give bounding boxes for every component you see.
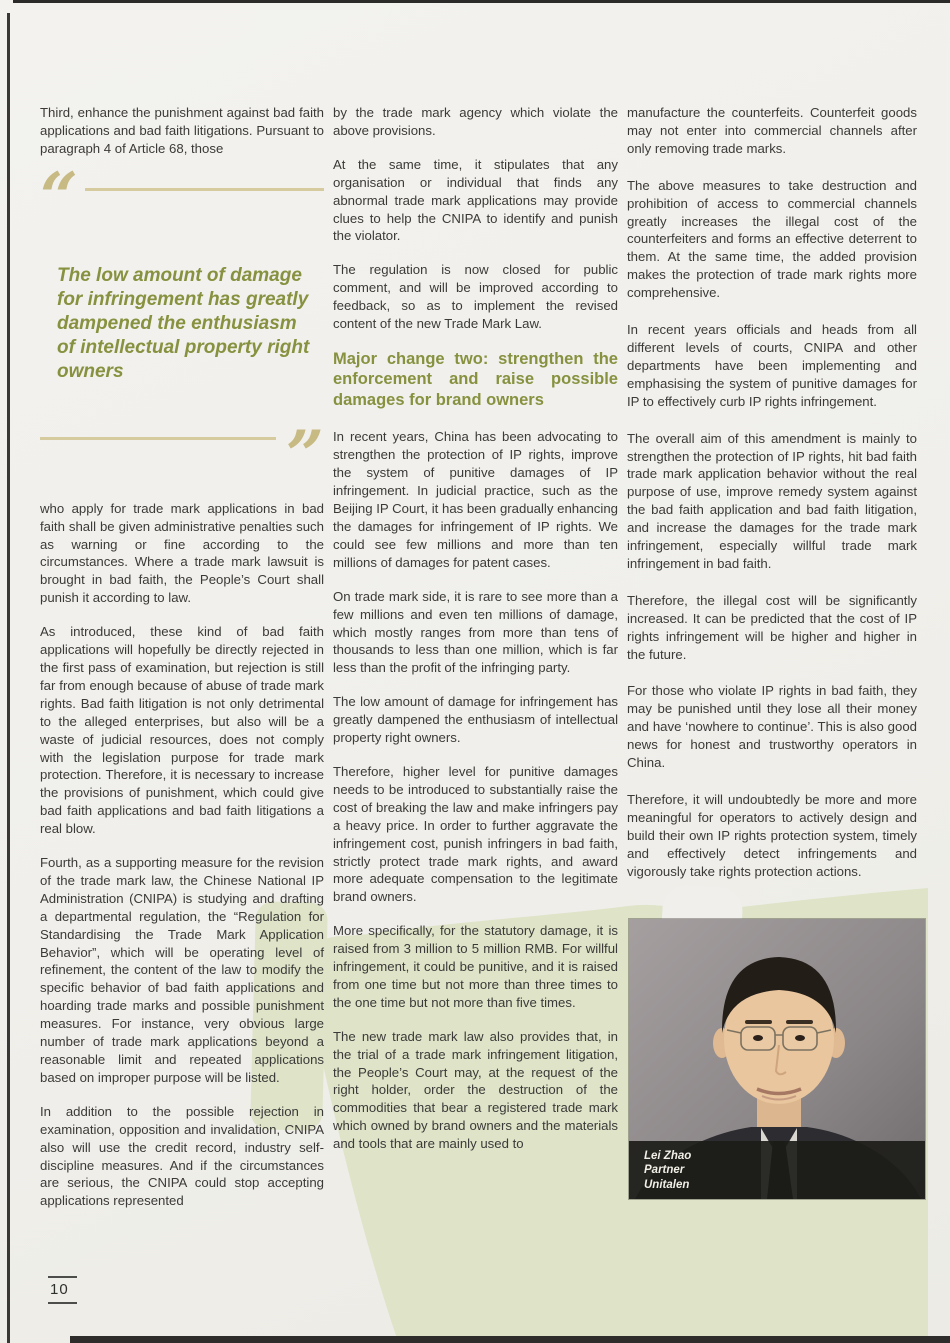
- caption-name: Lei Zhao: [644, 1149, 692, 1162]
- photo-caption: [629, 1141, 925, 1199]
- paragraph: More specifically, for the statutory damage, it is raised from 3 million to 5 million RMB. For willful infringement, it could be punitive, and it is raised from one time but not more than three times to the one time but not more than five times.: [333, 923, 618, 1010]
- paragraph: manufacture the counterfeits. Counterfeit goods may not enter into commercial channels after only removing trade marks.: [627, 105, 917, 156]
- column-1: [40, 104, 324, 1226]
- paragraph: As introduced, these kind of bad faith applications will hopefully be directly rejected in the first pass of examination, but rejection is still far from enough because of abuse of trade mark rights. Bad faith litigation is not only detrimental to the alleged enterprises, but also will be a waste of judicial resources, does not comply with the legislation purpose for trade mark protection. Therefore, it is necessary to increase the provisions of punishment, which could give bad faith applications and bad faith litigations a real blow.: [40, 624, 324, 837]
- paragraph: who apply for trade mark applications in bad faith shall be given administrative penalties such as warning or fine according to the circumstances. Where a trade mark lawsuit is brought in bad faith, the People’s Court shall punish it according to law.: [40, 500, 324, 606]
- pull-quote-text: The low amount of damage for infringement has greatly dampened the enthusiasm of intellectual property right owners: [57, 264, 310, 382]
- paragraph: Therefore, it will undoubtedly be more and more meaningful for operators to actively design and build their own IP rights protection system, timely and effectively detect infringements and vigorously take rights protection actions.: [627, 792, 917, 879]
- close-quote-icon: ”: [286, 415, 324, 494]
- page-number-value: 10: [50, 1281, 69, 1298]
- paragraph: In addition to the possible rejection in examination, opposition and invalidation, CNIPA also will use the credit record, industry self-discipline measures. And if the circumstances are serious, the CNIPA could stop accepting applications represented: [40, 1103, 324, 1209]
- paragraph: In recent years officials and heads from all different levels of courts, CNIPA and other departments have been implementing and emphasising the system of punitive damages for IP to effectively curb IP rights infringement.: [627, 322, 917, 409]
- paragraph: Fourth, as a supporting measure for the revision of the trade mark law, the Chinese National IP Administration (CNIPA) is studying and drafting a departmental regulation, the “Regulation for Standardising the Trade Mark Application Behavior”, which will be operating level of refinement, the content of the law to modify the specific behavior of bad faith applications and hoarding trade marks and possible punishment measures. For instance, very obvious large number of trade mark applications beyond a reasonable limit and repeated applications based on improper purpose will be listed.: [40, 855, 324, 1085]
- paragraph: The low amount of damage for infringement has greatly dampened the enthusiasm of intellectual property right owners.: [333, 694, 618, 746]
- section-heading-major-change-two: Major change two: strengthen the enforcement and raise possible damages for brand owners: [333, 349, 618, 409]
- pull-quote-top-rule: [40, 157, 324, 236]
- paragraph: Therefore, higher level for punitive damages needs to be introduced to substantially raise the cost of breaking the law and make infringers pay a heavy price. In order to further aggravate the infringement cost, punish infringers in bad faith, strictly protect trade mark rights, and award more adequate compensation to the legitimate brand owners.: [333, 763, 618, 905]
- scan-edge-bottom: [70, 1336, 950, 1343]
- paragraph: In recent years, China has been advocating to strengthen the protection of IP rights, improve the system of punitive damages of IP infringement. In judicial practice, such as the Beijing IP Court, it has been gradually enhancing the damages for infringement of IP rights. We could see few millions and more than ten millions of damages for patent cases.: [333, 429, 618, 570]
- scan-edge-top: [13, 0, 950, 3]
- caption-title: Partner: [644, 1164, 685, 1177]
- paragraph: The regulation is now closed for public comment, and will be improved according to feedback, so as to implement the revised content of the new Trade Mark Law.: [333, 262, 618, 332]
- paragraph: The overall aim of this amendment is mainly to strengthen the protection of IP rights, hit bad faith trade mark application behavior without the real purpose of use, improve remedy system against the bad faith application and bad faith litigation, and increase the damages for the trade mark infringement, especially willful trade mark infringement in bad faith.: [627, 430, 917, 571]
- page-number-rule-bottom: [48, 1302, 77, 1304]
- quote-divider-line: [85, 188, 324, 191]
- paragraph: The above measures to take destruction and prohibition of access to commercial channels greatly increases the illegal cost of the counterfeiters and forms an effective deterrent to them. At the same time, the added provision makes the protection of trade mark rights more comprehensive.: [627, 177, 917, 301]
- column-3: [627, 104, 917, 1199]
- pull-quote-bottom-rule: [40, 415, 324, 494]
- pull-quote: [40, 157, 324, 494]
- paragraph: by the trade mark agency which violate the above provisions.: [333, 105, 618, 138]
- paragraph: Third, enhance the punishment against bad faith applications and bad faith litigations. Pursuant to paragraph 4 of Article 68, those: [40, 105, 324, 156]
- paragraph: For those who violate IP rights in bad faith, they may be punished until they lose all their money and have ‘nowhere to continue’. This is also good news for honest and trustworthy operators in China.: [627, 683, 917, 771]
- paragraph: On trade mark side, it is rare to see more than a few millions and even ten millions of damage, which mostly ranges from more than tens of thousands to less than one million, which is far less than the profit of the infringing party.: [333, 588, 618, 676]
- open-quote-icon: “: [40, 157, 73, 236]
- page-number: [48, 1276, 77, 1304]
- quote-divider-line: [40, 437, 276, 440]
- paragraph: At the same time, it stipulates that any organisation or individual that finds any abnormal trade mark applications may provide clues to help the CNIPA to identify and punish the violator.: [333, 156, 618, 244]
- column-2: [333, 104, 618, 1169]
- caption-firm: Unitalen: [644, 1178, 690, 1191]
- portrait-photo: [629, 919, 925, 1199]
- paragraph: The new trade mark law also provides that, in the trial of a trade mark infringement litigation, the People’s Court may, at the request of the right holder, order the destruction of the commodities that bear a registered trade mark which owned by brand owners and the materials and tools that are mainly used to: [333, 1028, 618, 1152]
- paragraph: Therefore, the illegal cost will be significantly increased. It can be predicted that the cost of IP rights infringement will be higher and higher in the future.: [627, 592, 917, 662]
- scan-edge-left: [7, 13, 10, 1343]
